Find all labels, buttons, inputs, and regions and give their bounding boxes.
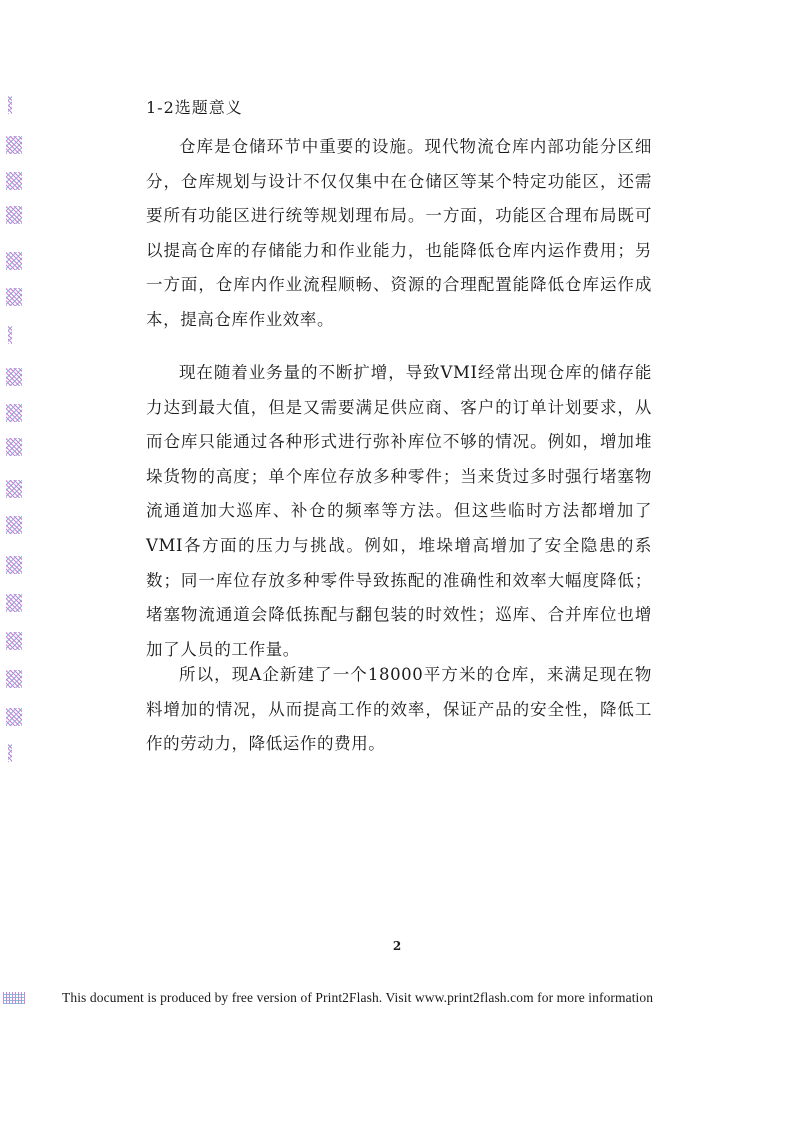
- margin-mark: [6, 172, 22, 190]
- margin-mark: [6, 480, 22, 498]
- paragraph-1: 仓库是仓储环节中重要的设施。现代物流仓库内部功能分区细分，仓库规划与设计不仅仅集中在仓储区等某个特定功能区，还需要所有功能区进行统等规划理布局。一方面，功能区合理布局既可以提高仓库的存储能力和作业能力，也能降低仓库内运作费用；另一方面，仓库内作业流程顺畅、资源的合理配置能降低仓库运作成本，提高仓库作业效率。: [146, 137, 652, 329]
- margin-mark: [6, 632, 22, 650]
- margin-mark: [6, 670, 22, 688]
- margin-mark: [6, 252, 22, 270]
- margin-mark: [6, 516, 22, 534]
- margin-mark: [8, 326, 12, 344]
- margin-mark: [8, 744, 12, 762]
- margin-mark: [6, 136, 22, 154]
- margin-mark: [6, 556, 22, 574]
- margin-mark: [8, 96, 12, 114]
- paragraph-2: 现在随着业务量的不断扩增，导致VMI经常出现仓库的储存能力达到最大值，但是又需要满足供应商、客户的订单计划要求，从而仓库只能通过各种形式进行弥补库位不够的情况。例如，增加堆垛货物的高度；单个库位存放多种零件；当来货过多时强行堵塞物流通道加大巡库、补仓的频率等方法。但这些临时方法都增加了 VMI各方面的压力与挑战。例如，堆垛增高增加了安全隐患的系数；同一库位存放多种零件导致拣配的准确性和效率大幅度降低；堵塞物流通道会降低拣配与翻包装的时效性；巡库、合并库位也增加了人员的工作量。: [146, 363, 652, 659]
- margin-mark: [6, 594, 22, 612]
- footer-mark: [3, 992, 25, 1004]
- margin-mark: [6, 404, 22, 422]
- footer-note: This document is produced by free version of Print2Flash. Visit www.print2flash.com for more information: [62, 990, 654, 1005]
- section-heading: 1-2选题意义: [146, 98, 243, 117]
- margin-mark: [6, 288, 22, 306]
- margin-mark: [6, 206, 22, 224]
- page-number: 2: [392, 939, 402, 953]
- margin-mark: [6, 438, 22, 456]
- margin-mark: [6, 368, 22, 386]
- paragraph-3: 所以，现A企新建了一个18000平方米的仓库，来满足现在物料增加的情况，从而提高工作的效率，保证产品的安全性，降低工作的劳动力，降低运作的费用。: [146, 665, 652, 754]
- margin-mark: [6, 708, 22, 726]
